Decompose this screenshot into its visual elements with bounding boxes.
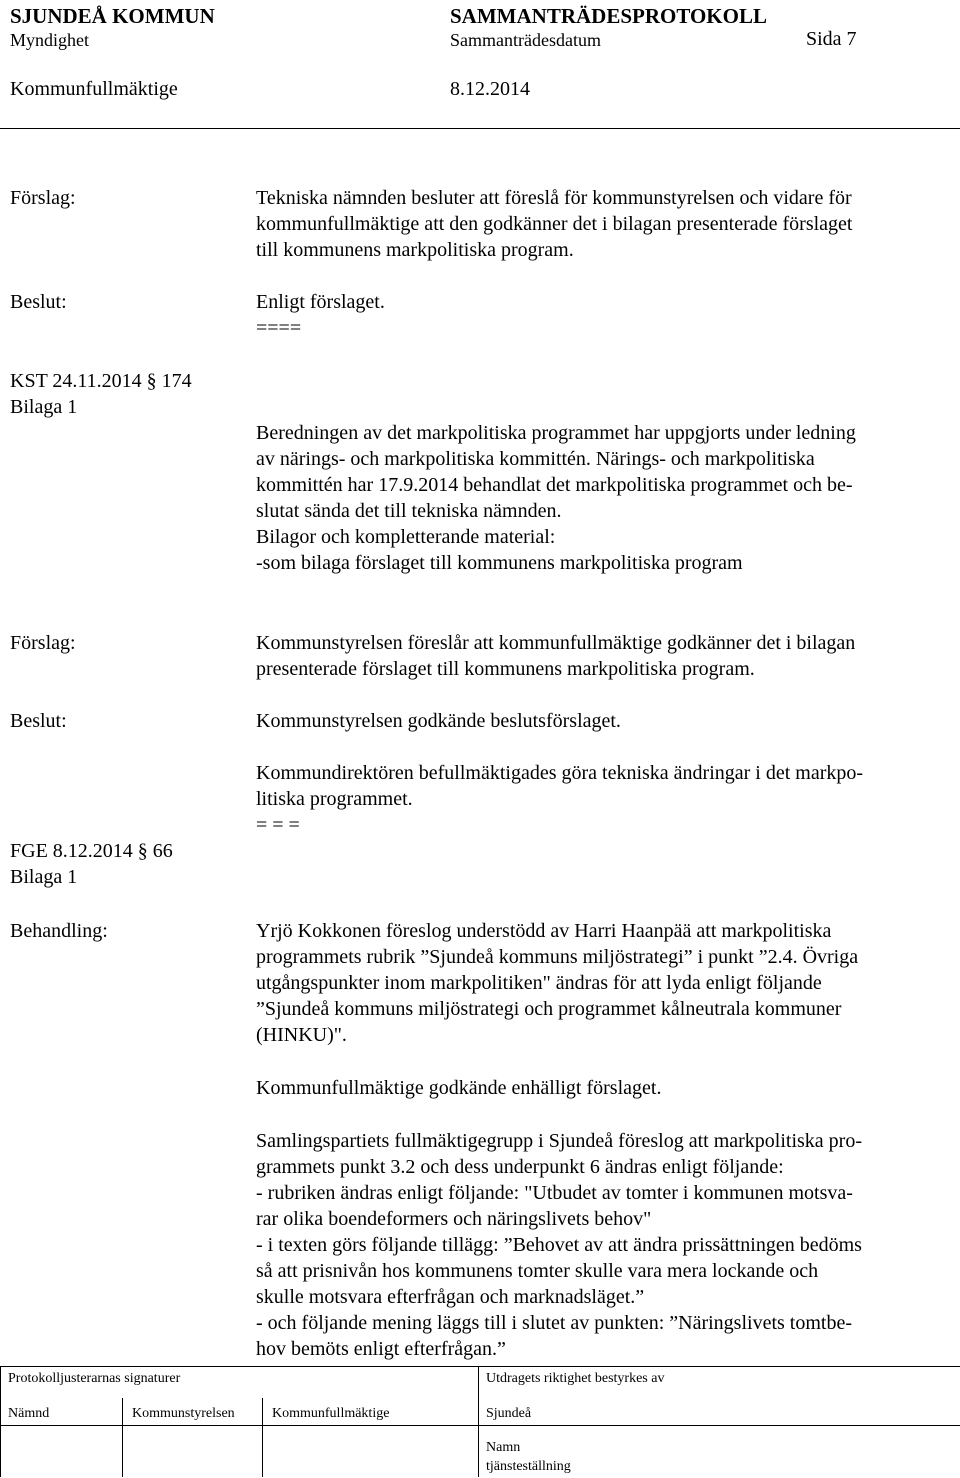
decision-text: Enligt förslaget. ==== [256,291,385,339]
extract-certified-label: Utdragets riktighet bestyrkes av [486,1371,665,1386]
kst-attachment: Bilaga 1 [10,396,78,418]
footer-divider-1 [122,1398,123,1477]
proposal-label: Förslag: [10,187,76,209]
fge-attachment: Bilaga 1 [10,866,78,888]
header-divider [0,128,960,129]
handling-label: Behandling: [10,920,108,942]
authority: Kommunfullmäktige [10,78,178,100]
name-label: Namn [486,1440,521,1455]
attachment-item: -som bilaga förslaget till kommunens markpolitiska program [256,552,743,574]
handling-paragraph-2: Kommunfullmäktige godkände enhälligt förslaget. [256,1077,662,1099]
page-number: Sida 7 [806,28,857,50]
signature-column-municipal-board: Kommunstyrelsen [132,1406,235,1421]
footer-middle-border [0,1425,960,1426]
signatures-label: Protokolljusterarnas signaturer [8,1371,181,1386]
signature-column-council: Kommunfullmäktige [272,1406,390,1421]
position-label: tjänsteställning [486,1459,571,1474]
decision-label-2: Beslut: [10,710,67,732]
date-label: Sammanträdesdatum [450,30,601,50]
proposal-text: Tekniska nämnden besluter att föreslå för kommunstyrelsen och vidare för kommunfullmäktige att den godkänner det i bilagan presenterade förslaget till kommunens markpolitiska program. [256,187,853,261]
meeting-date: 8.12.2014 [450,78,530,100]
authority-label: Myndighet [10,30,89,50]
kst-preparation-text: Beredningen av det markpolitiska programmet har uppgjorts under ledning av närings- och markpolitiska kommittén. Närings- och markpolitiska kommittén har 17.9.2014 behandlat det markpolitiska programmet och be- slutat sända det till tekniska nämnden. Bilagor och kompletterande material: -som bilaga förslaget till kommunens markpolitiska program [256,420,956,576]
org-name: SJUNDEÅ KOMMUN [10,4,215,28]
decision-label: Beslut: [10,291,67,313]
authorization-text: Kommundirektören befullmäktigades göra tekniska ändringar i det markpo- litiska programmet. = = = [256,762,864,836]
document-type: SAMMANTRÄDESPROTOKOLL [450,4,767,28]
footer-column-divider [478,1366,479,1477]
signature-column-board: Nämnd [8,1406,50,1421]
attachments-heading: Bilagor och kompletterande material: [256,526,556,548]
decision-text-2: Kommunstyrelsen godkände beslutsförslaget. [256,710,621,732]
handling-paragraph-3: Samlingspartiets fullmäktigegrupp i Sjundeå föreslog att markpolitiska pro- grammets punkt 3.2 och dess underpunkt 6 ändras enligt följande: - rubriken ändras enligt följande: "Utbudet av tomter i kommunen motsva- rar olika boendeformers och näringslivets behov" - i texten görs följande tillägg: ”Behovet av att ändra prissättningen bedöms så att prisnivån hos kommunens tomter skulle vara mera lockande och skulle motsvara efterfrågan och marknadsläget.” - och följande mening läggs till i slutet av punkten: ”Näringslivets tomtbe- hov bemöts enligt efterfrågan.” [256,1130,862,1360]
footer-top-border [0,1366,960,1367]
fge-reference: FGE 8.12.2014 § 66 [10,840,173,862]
proposal-label-2: Förslag: [10,632,76,654]
handling-paragraph-1: Yrjö Kokkonen föreslog understödd av Harri Haanpää att markpolitiska programmets rubrik ”Sjundeå kommuns miljöstrategi” i punkt ”2.4. Övriga utgångspunkter inom markpolitiken" ändras för att lyda enligt följande ”Sjundeå kommuns miljöstrategi och programmet kålneutrala kommuner (HINKU)". [256,920,859,1046]
certification-place: Sjundeå [486,1406,532,1421]
kst-reference: KST 24.11.2014 § 174 [10,370,192,392]
proposal-text-2: Kommunstyrelsen föreslår att kommunfullmäktige godkänner det i bilagan presenterade förslaget till kommunens markpolitiska program. [256,632,856,680]
footer-divider-2 [262,1398,263,1477]
footer-left-border [0,1366,1,1477]
